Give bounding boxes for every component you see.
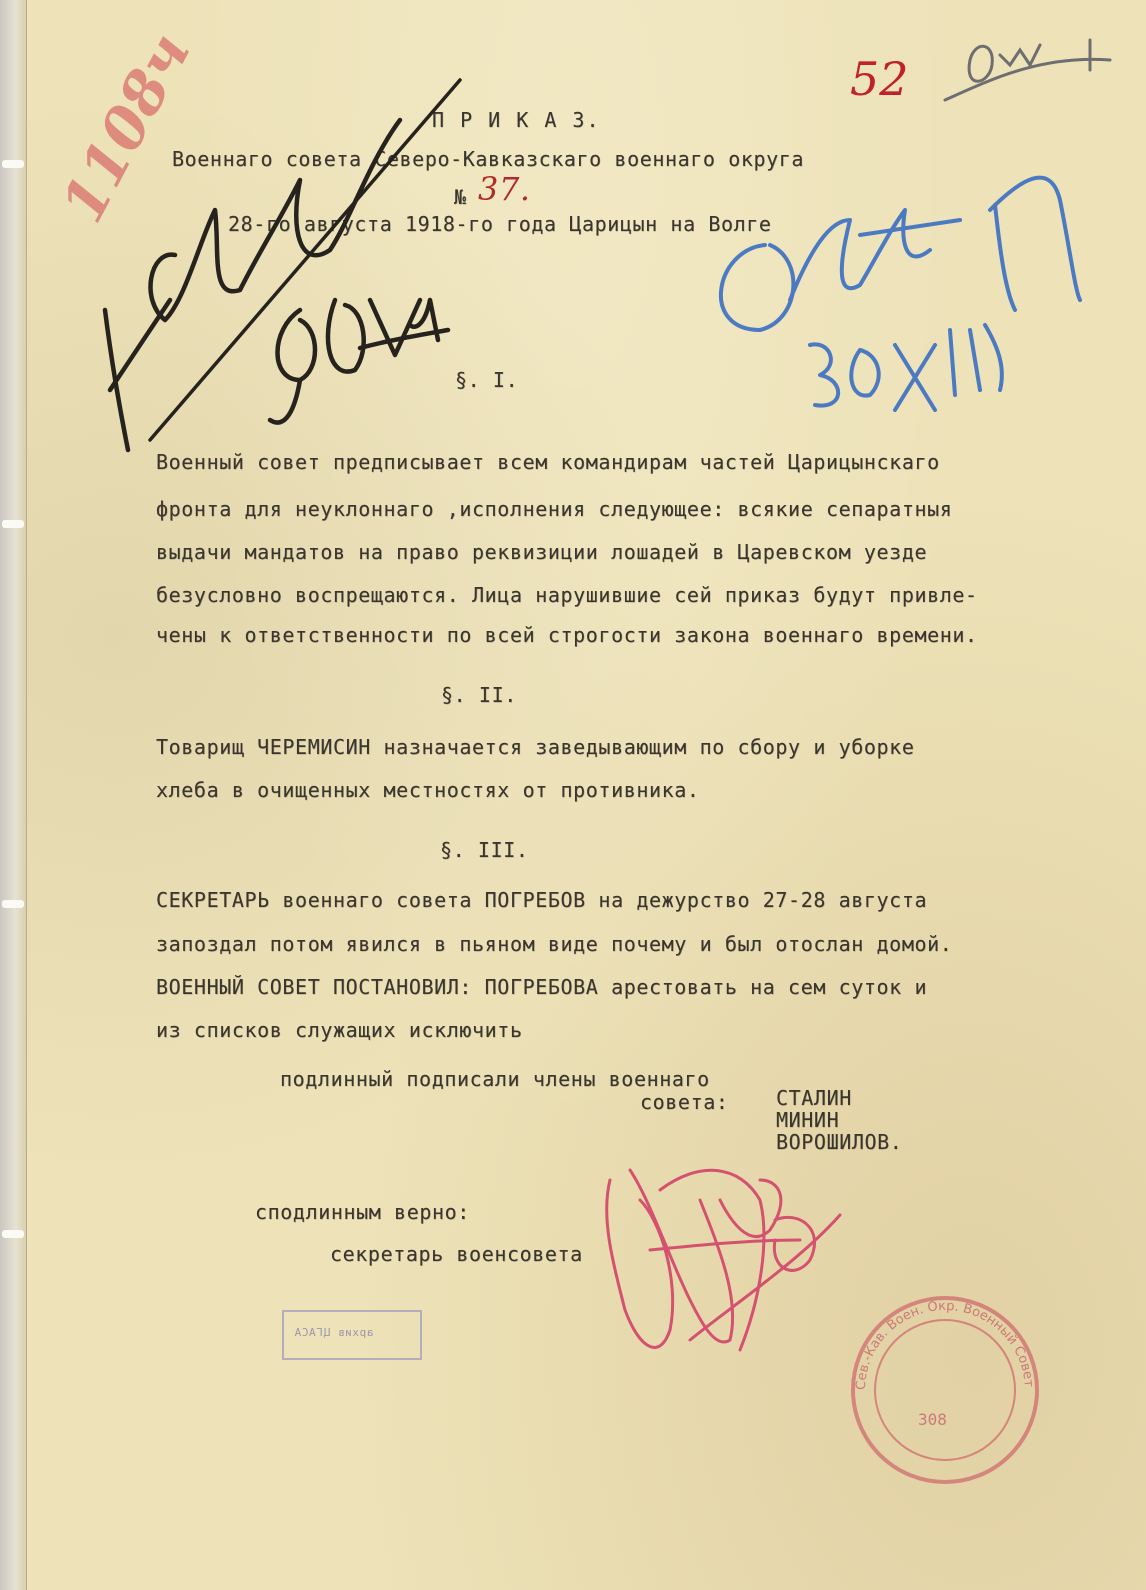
section-2-heading: §. II.	[441, 683, 517, 707]
blue-pencil-resolution	[721, 178, 1080, 410]
signer-name: ВОРОШИЛОВ.	[776, 1130, 903, 1154]
section-3-line: запоздал потом явился в пьяном виде почему и был отослан домой.	[156, 932, 953, 956]
certification-line-2: секретарь военсовета	[330, 1242, 583, 1266]
order-date-line: 28-го августа 1918-го года Царицын на Волге	[228, 212, 772, 236]
order-subtitle: Военнаго совета Северо-Кавказскаго военнаго округа	[172, 147, 805, 171]
red-registration-stamp	[48, 22, 203, 233]
order-title: П Р И К А З.	[432, 108, 601, 132]
section-1-line: безусловно воспрещаются. Лица нарушившие сей приказ будут привле-	[156, 583, 978, 607]
seal-number: 308	[918, 1410, 947, 1429]
section-2-line: хлеба в очищенных местностях от противника.	[156, 778, 700, 802]
corner-pencil-note	[945, 40, 1110, 100]
section-1-line: фронта для неуклоннаго ,исполнения следующее: всякие сепаратныя	[156, 497, 953, 521]
round-seal	[853, 1298, 1037, 1482]
signatures-line-1: подлинный подписали члены военнаго	[280, 1067, 710, 1091]
certification-line-1: сподлинным верно:	[255, 1200, 470, 1224]
red-signature	[607, 1170, 840, 1350]
section-1-line: Военный совет предписывает всем командирам частей Царицынскаго	[156, 450, 940, 474]
page-number-red: 52	[850, 52, 909, 106]
signer-name: СТАЛИН	[776, 1086, 852, 1110]
section-1-line: выдачи мандатов на право реквизиции лошадей в Царевском уезде	[156, 540, 928, 564]
red-stamp-text: 1108ч	[48, 22, 204, 234]
section-3-line: ВОЕННЫЙ СОВЕТ ПОСТАНОВИЛ: ПОГРЕБОВА арестовать на сем суток и	[156, 975, 928, 999]
order-number-handwritten: 37.	[478, 170, 531, 208]
section-3-line: из списков служащих исключить	[156, 1018, 523, 1042]
archive-stamp-text: архив ЦГАСА	[294, 1326, 374, 1339]
section-3-heading: §. III.	[440, 838, 529, 862]
order-number-label: №	[454, 185, 467, 209]
section-3-line: СЕКРЕТАРЬ военнаго совета ПОГРЕБОВ на дежурство 27-28 августа	[156, 888, 928, 912]
section-1-heading: §. I.	[455, 368, 519, 392]
seal-text: Сев.-Кав. Воен. Окр. Военный Совет	[853, 1298, 1037, 1391]
section-1-line: чены к ответственности по всей строгости закона военнаго времени.	[156, 623, 978, 647]
signatures-line-2: совета:	[640, 1090, 729, 1114]
signer-name: МИНИН	[776, 1108, 840, 1132]
section-2-line: Товарищ ЧЕРЕМИСИН назначается заведывающим по сбору и уборке	[156, 735, 915, 759]
